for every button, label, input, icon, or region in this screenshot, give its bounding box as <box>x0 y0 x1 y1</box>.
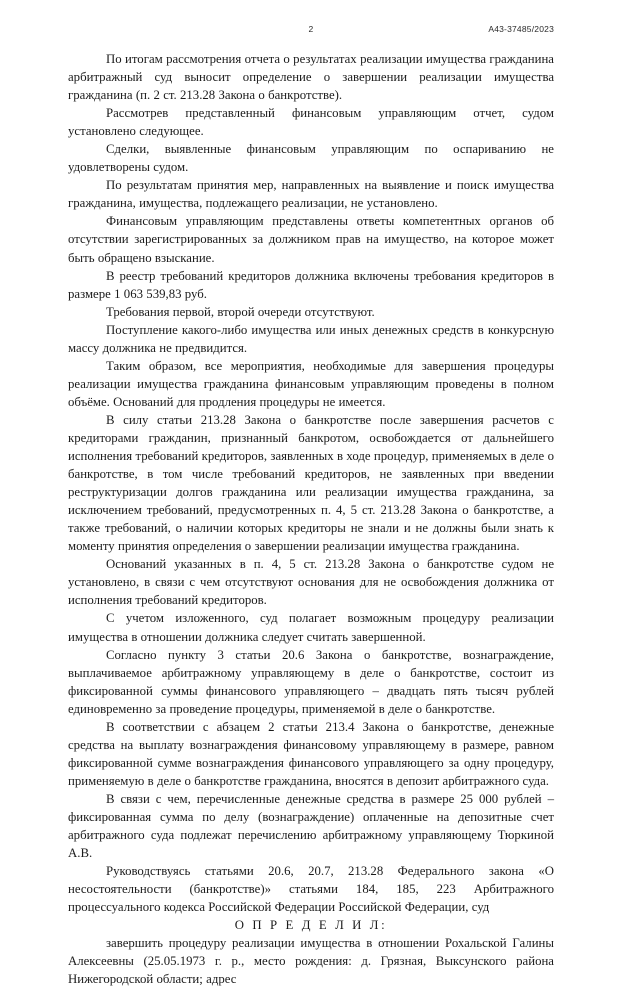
paragraph: По итогам рассмотрения отчета о результатах реализации имущества гражданина арбитражный суд выносит определение о завершении реализации имущества гражданина (п. 2 ст. 213.28 Закона о банкротстве). <box>68 52 554 103</box>
paragraph: Руководствуясь статьями 20.6, 20.7, 213.28 Федерального закона «О несостоятельности (банкротстве)» статьями 184, 185, 223 Арбитражного процессуального кодекса Российской Федерации Российской Федерации, суд <box>68 864 554 915</box>
document-body <box>68 50 554 988</box>
paragraph: Таким образом, все мероприятия, необходимые для завершения процедуры реализации имущества гражданина финансовым управляющим проведены в полном объёме. Оснований для продления процедуры не имеется. <box>68 358 554 409</box>
paragraph: Согласно пункту 3 статьи 20.6 Закона о банкротстве, вознаграждение, выплачиваемое арбитражному управляющему в деле о банкротстве, состоит из фиксированной суммы финансового управляющего – двадцать пять тысяч рублей единовременно за проведение процедуры, применяемой в деле о банкротстве. <box>68 647 554 716</box>
paragraph: Требования первой, второй очереди отсутствуют. <box>106 304 375 319</box>
paragraph: С учетом изложенного, суд полагает возможным процедуру реализации имущества в отношении должника следует считать завершенной. <box>68 611 554 644</box>
running-header <box>68 24 554 40</box>
ruling-paragraph: завершить процедуру реализации имущества в отношении Рохальской Галины Алексеевны (25.05.1973 г. р., место рождения: д. Грязная, Выксунского района Нижегородской области; адрес <box>68 936 554 987</box>
case-number: А43-37485/2023 <box>488 24 554 34</box>
paragraph: В соответствии с абзацем 2 статьи 213.4 Закона о банкротстве, денежные средства на выплату вознаграждения финансовому управляющему в размере, равном фиксированной сумме вознаграждения финансового управляющего за одну процедуру, применяемую в деле о банкротстве гражданина, вносятся в депозит арбитражного суда. <box>68 719 554 788</box>
paragraph: В силу статьи 213.28 Закона о банкротстве после завершения расчетов с кредиторами гражданин, признанный банкротом, освобождается от дальнейшего исполнения требований кредиторов, заявленных в ходе процедур, применяемых в деле о банкротстве, в том числе требований кредиторов, не заявленных при введении реструктуризации долгов гражданина или реализации имущества гражданина, за исключением требований, предусмотренных п. 4, 5 ст. 213.28 Закона о банкротстве, а также требований, о наличии которых кредиторы не знали и не должны были знать к моменту принятия определения о завершении реализации имущества гражданина. <box>68 412 554 554</box>
paragraph: В связи с чем, перечисленные денежные средства в размере 25 000 рублей – фиксированная сумма по делу (вознаграждение) оплаченные на депозитные счет арбитражного суда подлежат перечислению арбитражному управляющему Тюркиной А.В. <box>68 791 554 861</box>
paragraph: В реестр требований кредиторов должника включены требования кредиторов в размере 1 063 539,83 руб. <box>68 268 554 301</box>
paragraph: Сделки, выявленные финансовым управляющим по оспариванию не удовлетворены судом. <box>68 142 554 175</box>
paragraph: Финансовым управляющим представлены ответы компетентных органов об отсутствии зарегистрированных за должником прав на имущество, на которое может быть обращено взыскание. <box>68 214 554 265</box>
paragraph: Рассмотрев представленный финансовым управляющим отчет, судом установлено следующее. <box>68 106 554 139</box>
ruling-heading: О П Р Е Д Е Л И Л: <box>234 918 388 933</box>
page-number: 2 <box>308 24 314 34</box>
paragraph: Поступление какого-либо имущества или иных денежных средств в конкурсную массу должника не предвидится. <box>68 322 554 355</box>
paragraph: Оснований указанных в п. 4, 5 ст. 213.28 Закона о банкротстве судом не установлено, в связи с чем отсутствуют основания для не освобождения должника от исполнения требований кредиторов. <box>68 557 554 608</box>
paragraph: По результатам принятия мер, направленных на выявление и поиск имущества гражданина, имущества, подлежащего реализации, не установлено. <box>68 178 554 211</box>
